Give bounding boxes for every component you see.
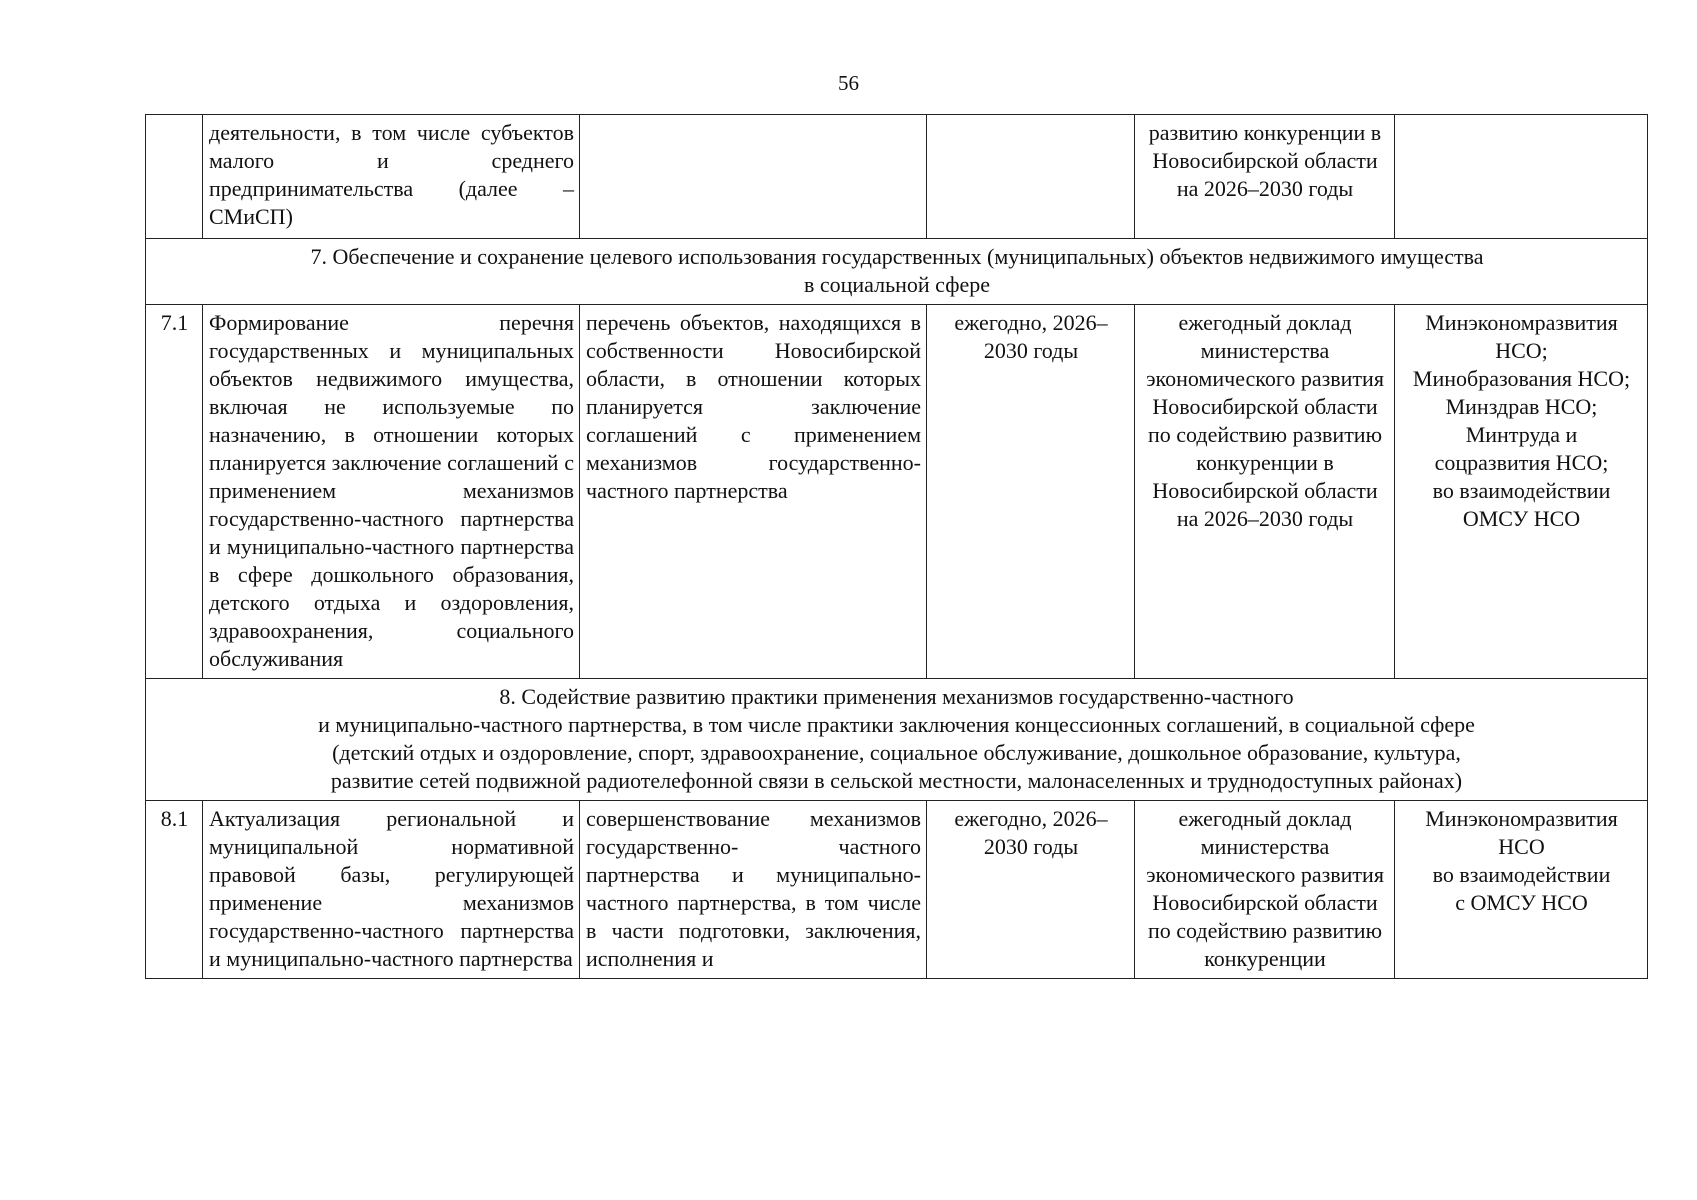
responsible-line: во взаимодействии	[1432, 478, 1611, 503]
responsible-cell	[1395, 801, 1648, 979]
section-title-line: 8. Содействие развитию практики применения механизмов государственно-частного	[499, 684, 1294, 709]
result-cell: перечень объектов, находящихся в собственности Новосибирской области, в отношении которых планируется заключение соглашений с применением механизмов государственно-частного партнерства	[580, 305, 927, 679]
document-cell: ежегодный доклад министерства экономического развития Новосибирской области по содействию развитию конкуренции	[1135, 801, 1395, 979]
responsible-line: Минэкономразвития	[1425, 310, 1618, 335]
responsible-line: Минобразования НСО;	[1412, 366, 1631, 391]
page-number: 56	[838, 71, 859, 95]
section-title	[146, 679, 1648, 801]
section-title-line: 7. Обеспечение и сохранение целевого использования государственных (муниципальных) объектов недвижимого имущества	[310, 244, 1484, 269]
activity-cell: Формирование перечня государственных и муниципальных объектов недвижимого имущества, включая не используемые по назначению, в отношении которых планируется заключение соглашений с применением механизмов государственно-частного партнерства и муниципально-частного партнерства в сфере дошкольного образования, детского отдыха и оздоровления, здравоохранения, социального обслуживания	[203, 305, 580, 679]
term-cell: ежегодно, 2026–2030 годы	[927, 801, 1135, 979]
responsible-line: ОМСУ НСО	[1462, 506, 1581, 531]
section-title	[146, 239, 1648, 305]
measures-table	[145, 114, 1648, 979]
document-cell: ежегодный доклад министерства экономического развития Новосибирской области по содействию развитию конкуренции в Новосибирской области на 2026–2030 годы	[1135, 305, 1395, 679]
responsible-line: НСО	[1498, 834, 1545, 859]
table-row-7-1	[146, 305, 1648, 679]
responsible-line: Минздрав НСО;	[1445, 394, 1598, 419]
section-title-line: и муниципально-частного партнерства, в том числе практики заключения концессионных соглашений, в социальной сфере	[318, 712, 1475, 737]
section-header-7	[146, 239, 1648, 305]
section-title-line: в социальной сфере	[803, 272, 991, 297]
responsible-line: с ОМСУ НСО	[1455, 890, 1588, 915]
row-number	[146, 115, 203, 239]
table-row-continuation	[146, 115, 1648, 239]
responsible-line: Минэкономразвития	[1425, 806, 1618, 831]
responsible-cell	[1395, 115, 1648, 239]
result-cell: совершенствование механизмов государственно- частного партнерства и муниципально-частного партнерства, в том числе в части подготовки, заключения, исполнения и	[580, 801, 927, 979]
responsible-line: во взаимодействии	[1432, 862, 1611, 887]
responsible-line: Минтруда и	[1465, 422, 1578, 447]
table-row-8-1	[146, 801, 1648, 979]
responsible-line: соцразвития НСО;	[1434, 450, 1609, 475]
activity-cell: деятельности, в том числе субъектов малого и среднего предпринимательства (далее – СМиСП)	[203, 115, 580, 239]
responsible-cell	[1395, 305, 1648, 679]
term-cell	[927, 115, 1135, 239]
term-cell: ежегодно, 2026–2030 годы	[927, 305, 1135, 679]
section-title-line: (детский отдых и оздоровление, спорт, здравоохранение, социальное обслуживание, дошкольное образование, культура,	[332, 740, 1461, 765]
responsible-line: НСО;	[1495, 338, 1548, 363]
section-header-8	[146, 679, 1648, 801]
document-cell: развитию конкуренции в Новосибирской области на 2026–2030 годы	[1135, 115, 1395, 239]
result-cell	[580, 115, 927, 239]
row-number: 8.1	[146, 801, 203, 979]
activity-cell: Актуализация региональной и муниципальной нормативной правовой базы, регулирующей применение механизмов государственно-частного партнерства и муниципально-частного партнерства	[203, 801, 580, 979]
row-number: 7.1	[146, 305, 203, 679]
section-title-line: развитие сетей подвижной радиотелефонной связи в сельской местности, малонаселенных и труднодоступных районах)	[330, 768, 1463, 793]
